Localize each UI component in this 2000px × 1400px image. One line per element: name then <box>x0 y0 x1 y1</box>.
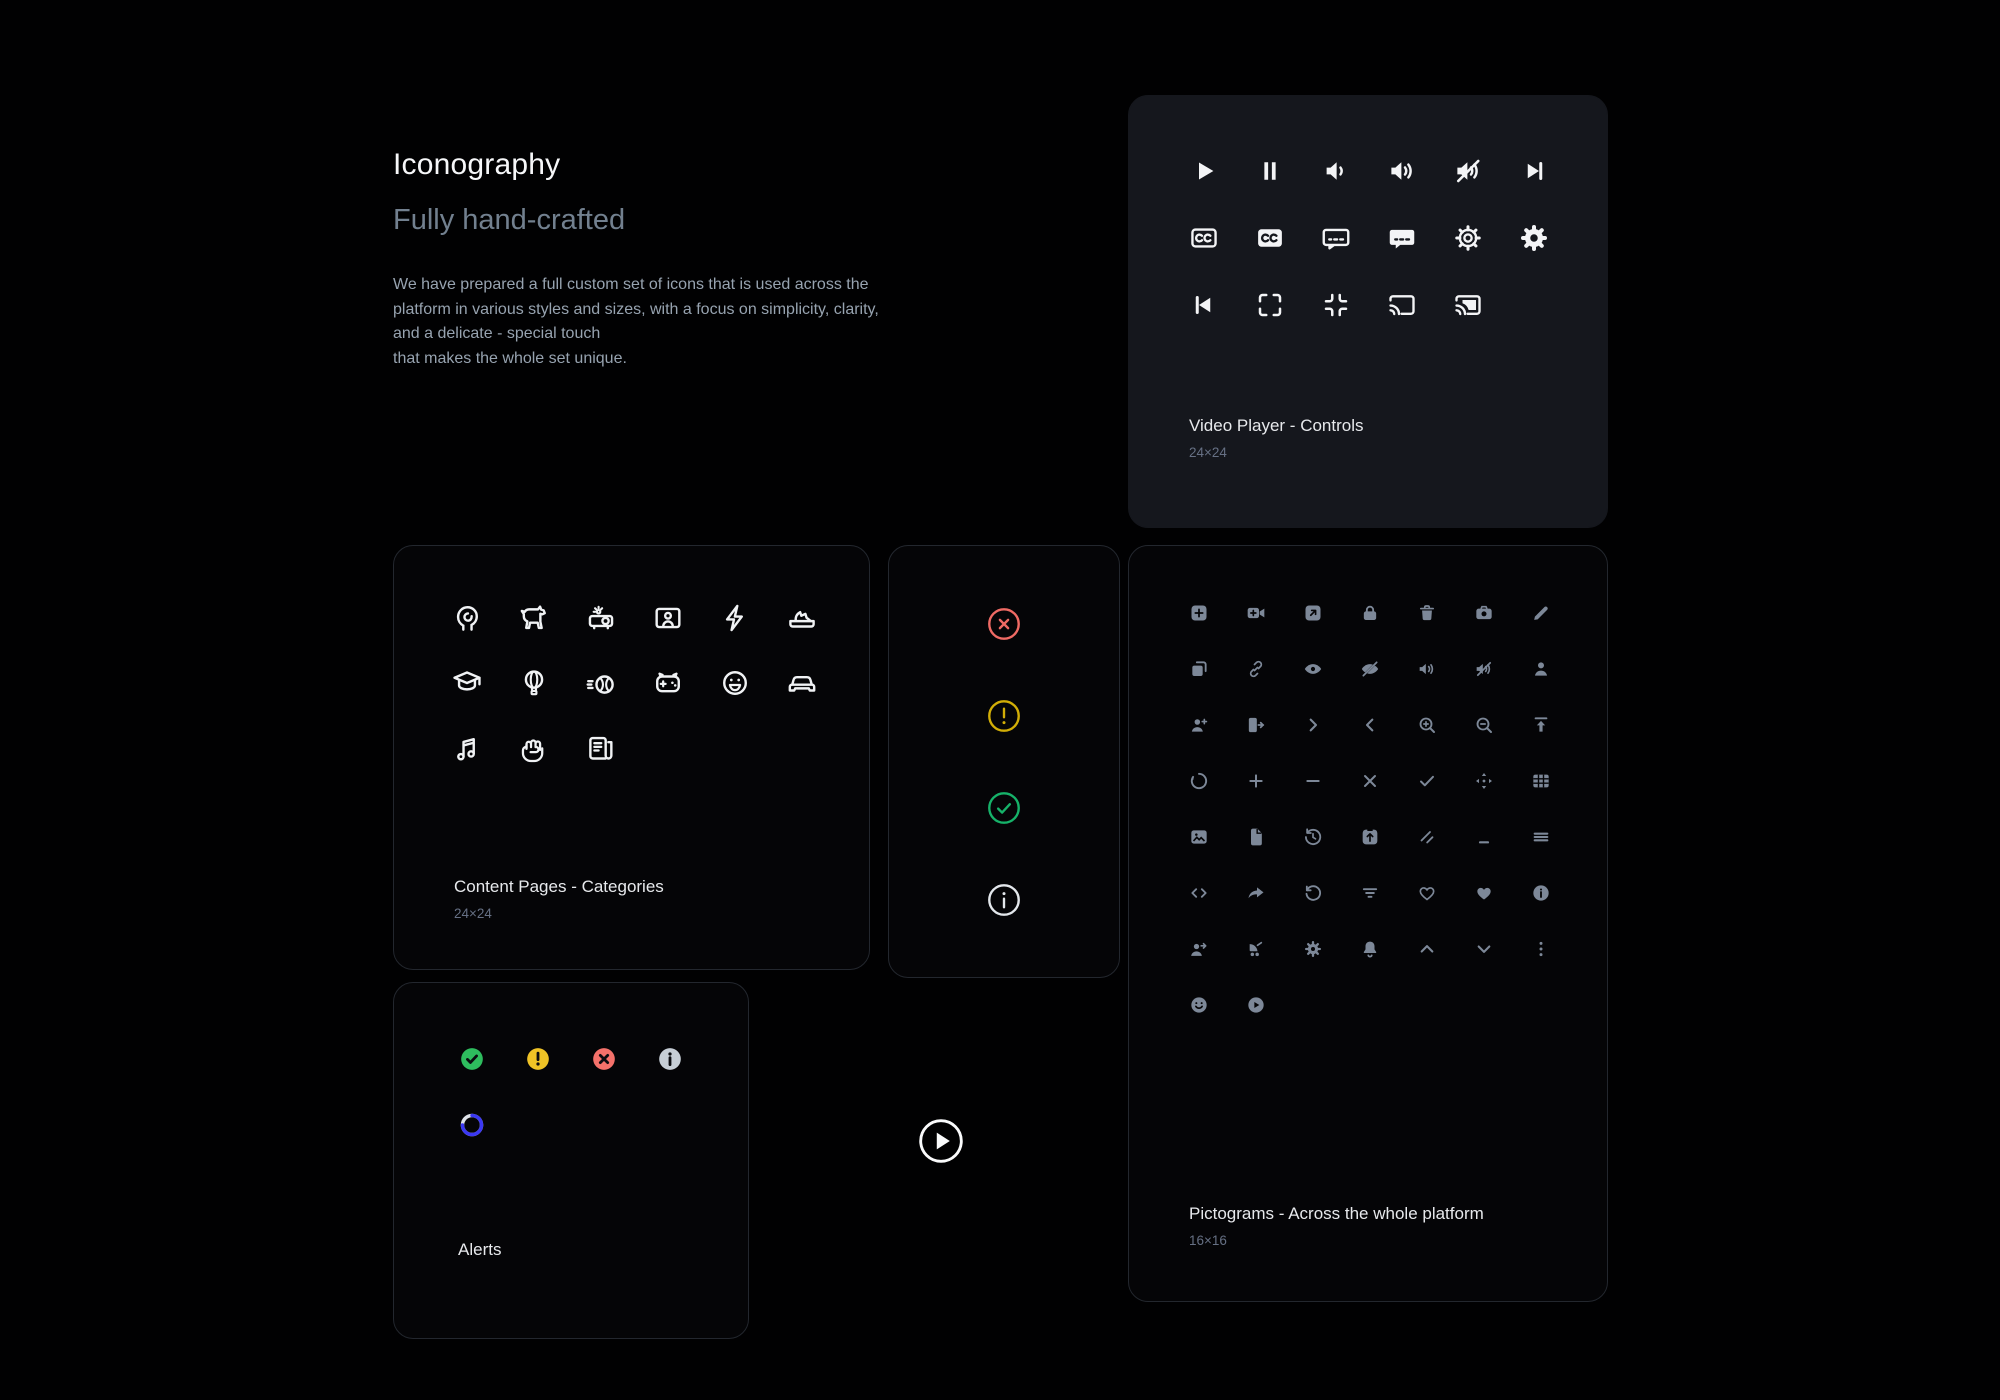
page-title: Iconography <box>393 148 561 181</box>
cc-filled-icon <box>1255 223 1285 253</box>
chevron-right-icon <box>1303 715 1323 735</box>
gamepad-icon <box>651 666 685 700</box>
icon-row <box>1189 659 1607 679</box>
page-description <box>393 273 973 371</box>
volume-high-icon <box>1387 156 1417 186</box>
volume-mute-icon <box>1453 156 1483 186</box>
pen-lines-icon <box>1417 827 1437 847</box>
panel-title: Video Player - Controls <box>1189 416 1364 435</box>
upload-box-icon <box>1360 827 1380 847</box>
circle-info-icon <box>985 881 1023 919</box>
skip-previous-icon <box>1189 290 1219 320</box>
minimize-icon <box>1474 827 1494 847</box>
hot-air-balloon-icon <box>517 666 551 700</box>
copy-icon <box>1189 659 1209 679</box>
more-vertical-icon <box>1531 939 1551 959</box>
person-icon <box>1531 659 1551 679</box>
icon-row <box>450 731 869 765</box>
bell-icon <box>1360 939 1380 959</box>
panel-video-player-controls <box>1128 95 1608 528</box>
person-add-icon <box>1189 715 1209 735</box>
icon-row <box>450 601 869 635</box>
volume-low-icon <box>1321 156 1351 186</box>
panel-status-circles <box>888 545 1120 978</box>
undo-icon <box>1303 883 1323 903</box>
camera-icon <box>1474 603 1494 623</box>
page-subtitle: Fully hand-crafted <box>393 204 626 236</box>
eye-off-icon <box>1360 659 1380 679</box>
icon-row <box>985 789 1023 827</box>
description-line: that makes the whole set unique. <box>393 349 627 367</box>
fullscreen-icon <box>1255 290 1285 320</box>
volume-off-icon <box>1474 659 1494 679</box>
subtitles-outline-icon <box>1321 223 1351 253</box>
description-line: platform in various styles and sizes, with a focus on simplicity, clarity, <box>393 300 879 318</box>
edit-pencil-icon <box>1531 603 1551 623</box>
spinner-icon <box>459 1112 485 1138</box>
alert-error-icon <box>591 1046 617 1072</box>
video-player-icon-grid <box>1129 96 1607 320</box>
icon-row <box>985 697 1023 735</box>
icon-row <box>450 666 869 700</box>
icon-row <box>1189 603 1607 623</box>
eye-icon <box>1303 659 1323 679</box>
chevron-left-icon <box>1360 715 1380 735</box>
chevron-down-icon <box>1474 939 1494 959</box>
icon-row <box>1189 771 1607 791</box>
history-icon <box>1303 827 1323 847</box>
pictograms-icon-grid <box>1129 546 1607 1015</box>
icon-row <box>1189 827 1607 847</box>
table-grid-icon <box>1531 771 1551 791</box>
description-line: We have prepared a full custom set of icons that is used across the <box>393 276 869 293</box>
video-add-icon <box>1246 603 1266 623</box>
link-icon <box>1246 659 1266 679</box>
close-icon <box>1360 771 1380 791</box>
icon-row <box>1189 995 1607 1015</box>
subtitles-filled-icon <box>1387 223 1417 253</box>
alerts-icon-grid <box>394 983 748 1138</box>
volume-on-icon <box>1417 659 1437 679</box>
cast-icon <box>1387 290 1417 320</box>
circle-warning-icon <box>985 697 1023 735</box>
play-icon <box>1189 156 1219 186</box>
head-profile-icon <box>450 601 484 635</box>
icon-size-label: 16×16 <box>1189 1233 1227 1248</box>
icon-row <box>1189 715 1607 735</box>
settings-outline-icon <box>1453 223 1483 253</box>
loader-icon <box>1189 771 1209 791</box>
car-icon <box>785 666 819 700</box>
status-icon-list <box>889 546 1119 973</box>
icon-row <box>985 881 1023 919</box>
add-square-icon <box>1189 603 1209 623</box>
settings-filled-icon <box>1519 223 1549 253</box>
circle-success-icon <box>985 789 1023 827</box>
icon-row <box>1189 939 1607 959</box>
icon-row <box>459 1046 748 1072</box>
filter-icon <box>1360 883 1380 903</box>
play-button[interactable] <box>918 1118 964 1164</box>
panel-title: Alerts <box>458 1240 502 1259</box>
image-icon <box>1189 827 1209 847</box>
fullscreen-exit-icon <box>1321 290 1351 320</box>
smiley-icon <box>718 666 752 700</box>
menu-icon <box>1531 827 1551 847</box>
icon-row <box>1189 290 1607 320</box>
open-in-new-icon <box>1303 603 1323 623</box>
stroller-icon <box>1246 939 1266 959</box>
portrait-icon <box>651 601 685 635</box>
smiley-face-icon <box>1189 995 1209 1015</box>
alert-success-icon <box>459 1046 485 1072</box>
cc-outline-icon <box>1189 223 1219 253</box>
boat-icon <box>785 601 819 635</box>
icon-size-label: 24×24 <box>1189 445 1227 460</box>
dog-icon <box>517 601 551 635</box>
upload-icon <box>1531 715 1551 735</box>
icon-row <box>1189 156 1607 186</box>
icon-row <box>1189 883 1607 903</box>
cast-connected-icon <box>1453 290 1483 320</box>
alert-warning-icon <box>525 1046 551 1072</box>
lock-icon <box>1360 603 1380 623</box>
baseball-icon <box>584 666 618 700</box>
heart-filled-icon <box>1474 883 1494 903</box>
page-header <box>393 148 973 371</box>
icon-row <box>459 1112 748 1138</box>
share-icon <box>1246 883 1266 903</box>
panel-alerts <box>393 982 749 1339</box>
pause-icon <box>1255 156 1285 186</box>
settings-gear-icon <box>1303 939 1323 959</box>
fist-icon <box>517 731 551 765</box>
icon-row <box>985 605 1023 643</box>
minus-icon <box>1303 771 1323 791</box>
icon-size-label: 24×24 <box>454 906 492 921</box>
play-circle-icon <box>1246 995 1266 1015</box>
panel-title: Content Pages - Categories <box>454 877 664 896</box>
news-icon <box>584 731 618 765</box>
panel-content-categories <box>393 545 870 970</box>
circle-error-icon <box>985 605 1023 643</box>
zoom-in-icon <box>1417 715 1437 735</box>
projector-icon <box>584 601 618 635</box>
trash-icon <box>1417 603 1437 623</box>
icon-row <box>1189 223 1607 253</box>
heart-outline-icon <box>1417 883 1437 903</box>
plus-icon <box>1246 771 1266 791</box>
lightning-icon <box>718 601 752 635</box>
code-icon <box>1189 883 1209 903</box>
file-icon <box>1246 827 1266 847</box>
info-icon <box>1531 883 1551 903</box>
alert-info-icon <box>657 1046 683 1072</box>
description-line: and a delicate - special touch <box>393 325 601 343</box>
panel-title: Pictograms - Across the whole platform <box>1189 1204 1484 1223</box>
panel-pictograms <box>1128 545 1608 1302</box>
check-icon <box>1417 771 1437 791</box>
chevron-up-icon <box>1417 939 1437 959</box>
skip-next-icon <box>1519 156 1549 186</box>
music-note-icon <box>450 731 484 765</box>
logout-icon <box>1246 715 1266 735</box>
move-icon <box>1474 771 1494 791</box>
graduation-cap-icon <box>450 666 484 700</box>
person-share-icon <box>1189 939 1209 959</box>
zoom-out-icon <box>1474 715 1494 735</box>
categories-icon-grid <box>394 546 869 765</box>
